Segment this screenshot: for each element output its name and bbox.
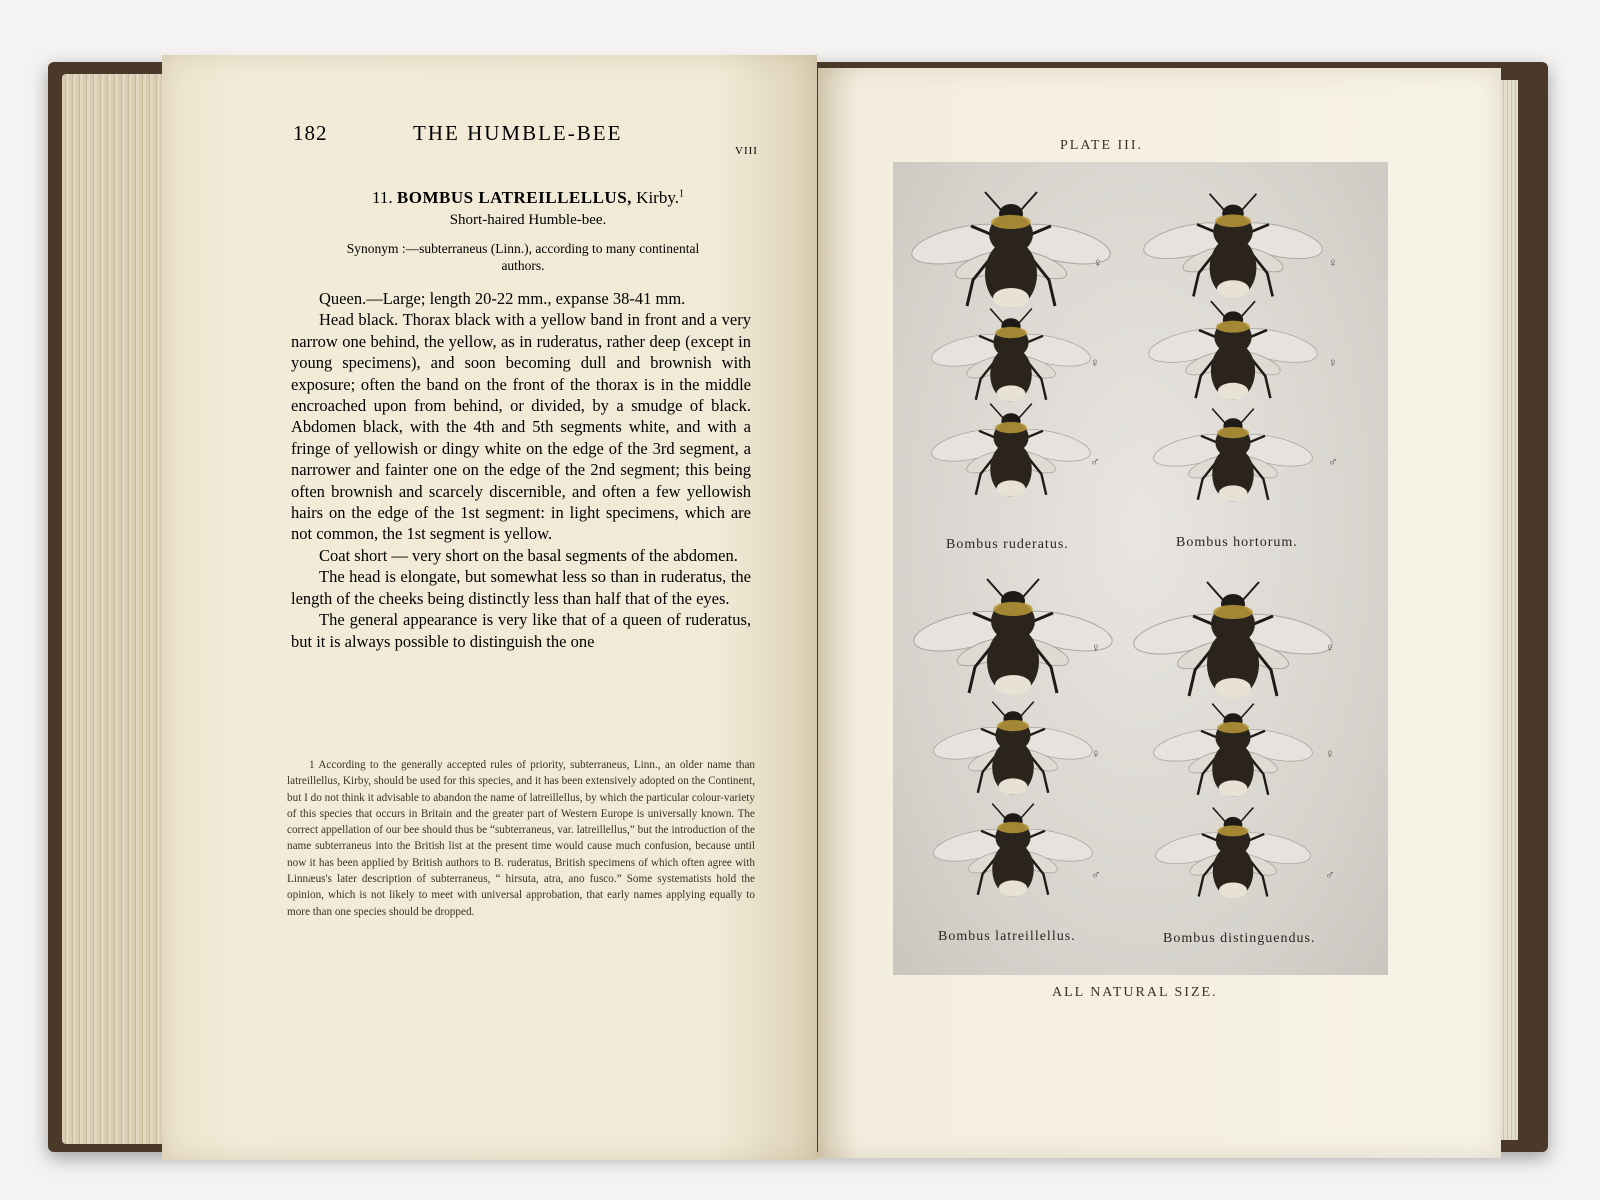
paragraph: The general appearance is very like that of a queen of ruderatus, but it is always possible to distinguish the one: [291, 610, 751, 651]
plate-footer: ALL NATURAL SIZE.: [1052, 985, 1218, 1000]
bee-distinguendus-queen: [1130, 582, 1335, 698]
bee-ruderatus-queen: [908, 192, 1113, 308]
bee-ruderatus-worker: [929, 309, 1093, 402]
female-symbol: ♀: [1093, 255, 1103, 270]
caption-latreillellus: Bombus latreillellus.: [938, 929, 1076, 944]
species-number: 11.: [372, 188, 393, 207]
body-text: [291, 288, 751, 652]
female-symbol: ♀: [1328, 355, 1338, 370]
bee-distinguendus-male: [1153, 808, 1313, 898]
female-symbol: ♀: [1091, 640, 1101, 655]
female-symbol: ♀: [1090, 355, 1100, 370]
page-number: 182: [293, 121, 328, 145]
bee-illustrations: [893, 162, 1388, 975]
plate-title: PLATE III.: [1060, 138, 1143, 153]
bee-latreillellus-queen: [910, 579, 1115, 695]
common-name: Short-haired Humble-bee.: [449, 212, 607, 228]
species-heading: [293, 188, 763, 208]
bee-hortorum-worker: [1146, 301, 1320, 400]
paragraph: Coat short — very short on the basal segments of the abdomen.: [319, 545, 738, 565]
paragraph: Queen.—Large; length 20-22 mm., expanse 38-41 mm.: [319, 289, 686, 308]
synonym: [293, 240, 753, 274]
caption-hortorum: Bombus hortorum.: [1176, 535, 1298, 550]
running-title: THE HUMBLE-BEE: [413, 121, 623, 145]
signature-mark: VIII: [735, 145, 758, 157]
species-author: Kirby.: [636, 188, 679, 207]
female-symbol: ♀: [1328, 255, 1338, 270]
species-name: BOMBUS LATREILLELLUS,: [396, 188, 632, 207]
bee-latreillellus-male: [931, 804, 1095, 897]
paragraph: Head black. Thorax black with a yellow band in front and a very narrow one behind, the yellow, as in ruderatus, rather deep (except in young specimens), and soon becoming dull and brownish with exposure; often the band on the front of the thorax is in the middle encroached upon from behind, or divided, by a smudge of black. Abdomen black, with the 4th and 5th segments white, and with a fringe of yellowish or dingy white on the edge of the 3rd segment, a narrower and fainter one on the edge of the 2nd segment; this being often brownish and scarcely discernible, and often a few yellowish hairs on the edge of the 1st segment: in light specimens, which are not common, the 1st segment is yellow.: [291, 310, 751, 544]
footnote: [287, 757, 755, 920]
male-symbol: ♂: [1090, 454, 1100, 469]
female-symbol: ♀: [1325, 640, 1335, 655]
synonym-line: Synonym :—subterraneus (Linn.), according to many continental: [346, 241, 700, 256]
male-symbol: ♂: [1091, 867, 1101, 882]
bee-distinguendus-worker: [1151, 704, 1315, 797]
male-symbol: ♂: [1325, 867, 1335, 882]
bee-ruderatus-male: [929, 404, 1093, 497]
footnote-marker: 1: [678, 188, 684, 200]
footnote-text: 1 According to the generally accepted rules of priority, subterraneus, Linn., an older name than latreillellus, Kirby, should be used for this species, and it has been extensively adopted on the Continent, but I do not think it advisable to abandon the name of latreillellus, by which the particular colour-variety of this species that occurs in Britain and the greater part of Western Europe is universally known. The correct appellation of our bee should thus be “subterraneus, var. latreillellus,” but the introduction of the name subterraneus into the British list at the present time would cause much confusion, because until now it has been applied by British authors to B. ruderatus, British specimens of which often agree with Linnæus's later description of subterraneus, “ hirsuta, atra, ano fusco.” Some systematists hold the opinion, which is not likely to meet with universal approbation, that early names applying equally to more than one species should be dropped.: [287, 759, 755, 918]
bee-hortorum-male: [1151, 409, 1315, 502]
bee-latreillellus-worker: [931, 702, 1095, 795]
paragraph: The head is elongate, but somewhat less so than in ruderatus, the length of the cheeks being distinctly less than half that of the eyes.: [291, 567, 751, 608]
page-edges-left: [62, 74, 172, 1144]
female-symbol: ♀: [1091, 746, 1101, 761]
bee-hortorum-queen: [1141, 194, 1326, 298]
male-symbol: ♂: [1328, 454, 1338, 469]
bee-plate: [893, 162, 1388, 975]
caption-distinguendus: Bombus distinguendus.: [1163, 931, 1316, 946]
female-symbol: ♀: [1325, 746, 1335, 761]
synonym-line: authors.: [501, 258, 545, 273]
caption-ruderatus: Bombus ruderatus.: [946, 537, 1069, 552]
